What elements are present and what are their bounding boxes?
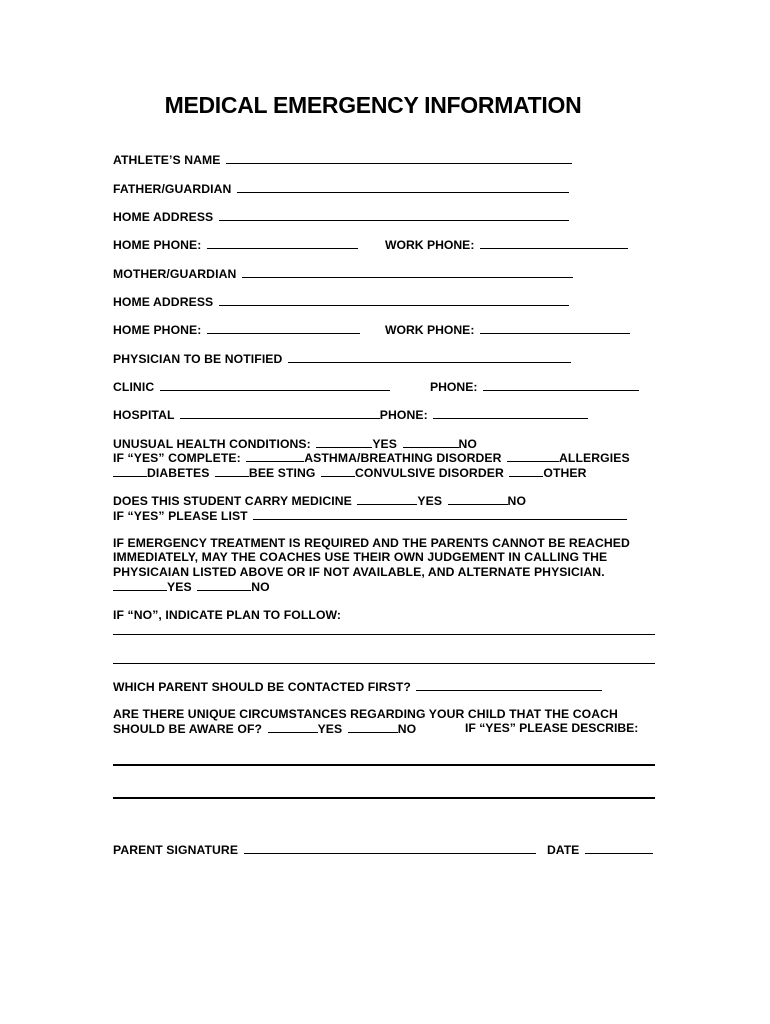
diabetes-label: DIABETES <box>147 466 210 480</box>
health-options-row <box>113 465 587 480</box>
bee-sting-field[interactable] <box>215 465 249 477</box>
health-complete-row <box>113 450 630 465</box>
unique-no-label: NO <box>397 722 417 736</box>
home-phone-label: HOME PHONE: <box>113 323 202 337</box>
parent-signature-label: PARENT SIGNATURE <box>113 843 239 857</box>
parent-signature-field[interactable] <box>244 842 536 854</box>
hospital-label: HOSPITAL <box>113 408 175 422</box>
unique-line-2-row <box>113 721 416 736</box>
clinic-phone-label: PHONE: <box>430 380 478 394</box>
hospital-row <box>113 407 590 422</box>
other-field[interactable] <box>509 465 543 477</box>
home-address-field-2[interactable] <box>219 294 569 306</box>
emergency-line-2: IMMEDIATELY, MAY THE COACHES USE THEIR OWN JUDGEMENT IN CALLING THE <box>113 550 608 564</box>
date-label: DATE <box>547 843 580 857</box>
phone-row-1 <box>113 237 360 252</box>
father-guardian-label: FATHER/GUARDIAN <box>113 182 232 196</box>
mother-guardian-label: MOTHER/GUARDIAN <box>113 267 237 281</box>
father-guardian-field[interactable] <box>237 181 569 193</box>
work-phone-label: WORK PHONE: <box>385 238 475 252</box>
health-yes-field[interactable] <box>316 436 372 448</box>
medicine-list-label: IF “YES” PLEASE LIST <box>113 509 248 523</box>
work-phone-field-1[interactable] <box>480 237 628 249</box>
health-no-field[interactable] <box>403 436 459 448</box>
convulsive-field[interactable] <box>321 465 355 477</box>
home-address-row-1 <box>113 209 571 224</box>
home-phone-field-1[interactable] <box>207 237 358 249</box>
mother-guardian-row <box>113 266 575 281</box>
page-title: MEDICAL EMERGENCY INFORMATION <box>164 92 582 118</box>
health-yes-label: YES <box>372 437 398 451</box>
home-address-label: HOME ADDRESS <box>113 210 214 224</box>
father-guardian-row <box>113 181 571 196</box>
asthma-field[interactable] <box>246 450 304 462</box>
emergency-yes-field[interactable] <box>113 579 167 591</box>
emergency-no-label: NO <box>251 580 270 594</box>
unique-describe-label: IF “YES” PLEASE DESCRIBE: <box>465 721 639 735</box>
parent-first-row <box>113 679 604 694</box>
date-field[interactable] <box>585 842 653 854</box>
clinic-phone-row <box>430 379 641 394</box>
home-address-field-1[interactable] <box>219 209 569 221</box>
emergency-yes-label: YES <box>167 580 192 594</box>
medicine-list-field[interactable] <box>253 508 627 520</box>
work-phone-row-1 <box>385 237 630 252</box>
asthma-label: ASTHMA/BREATHING DISORDER <box>304 451 502 465</box>
clinic-label: CLINIC <box>113 380 155 394</box>
emergency-line-1: IF EMERGENCY TREATMENT IS REQUIRED AND THE PARENTS CANNOT BE REACHED <box>113 536 630 550</box>
physician-label: PHYSICIAN TO BE NOTIFIED <box>113 352 283 366</box>
home-address-row-2 <box>113 294 571 309</box>
work-phone-field-2[interactable] <box>480 322 630 334</box>
date-row <box>547 842 655 857</box>
plan-line-1[interactable] <box>113 634 655 635</box>
physician-row <box>113 351 573 366</box>
medicine-no-label: NO <box>507 494 527 508</box>
plan-line-2[interactable] <box>113 663 655 664</box>
medicine-row <box>113 493 526 508</box>
work-phone-label: WORK PHONE: <box>385 323 475 337</box>
athlete-name-row <box>113 152 574 167</box>
health-no-label: NO <box>458 437 477 451</box>
medicine-no-field[interactable] <box>448 493 508 505</box>
other-label: OTHER <box>543 466 587 480</box>
medicine-label: DOES THIS STUDENT CARRY MEDICINE <box>113 494 352 508</box>
describe-line-1[interactable] <box>113 764 655 766</box>
diabetes-field[interactable] <box>113 465 147 477</box>
allergies-label: ALLERGIES <box>559 451 630 465</box>
unique-yes-label: YES <box>317 722 343 736</box>
health-conditions-label: UNUSUAL HEALTH CONDITIONS: <box>113 437 311 451</box>
hospital-phone-field[interactable] <box>433 407 588 419</box>
emergency-answer-row <box>113 579 270 594</box>
medicine-list-row <box>113 508 629 523</box>
unique-line-2-label: SHOULD BE AWARE OF? <box>113 722 263 736</box>
home-phone-label: HOME PHONE: <box>113 238 202 252</box>
health-complete-label: IF “YES” COMPLETE: <box>113 451 241 465</box>
home-address-label: HOME ADDRESS <box>113 295 214 309</box>
home-phone-field-2[interactable] <box>207 322 360 334</box>
bee-sting-label: BEE STING <box>248 466 316 480</box>
allergies-field[interactable] <box>507 450 559 462</box>
plan-label: IF “NO”, INDICATE PLAN TO FOLLOW: <box>113 608 342 622</box>
unique-no-field[interactable] <box>348 721 398 733</box>
clinic-row <box>113 379 392 394</box>
parent-first-label: WHICH PARENT SHOULD BE CONTACTED FIRST? <box>113 680 411 694</box>
hospital-field[interactable] <box>180 407 380 419</box>
medicine-yes-field[interactable] <box>357 493 417 505</box>
mother-guardian-field[interactable] <box>242 266 573 278</box>
parent-first-field[interactable] <box>416 679 602 691</box>
describe-line-2[interactable] <box>113 797 655 799</box>
medicine-yes-label: YES <box>417 494 443 508</box>
emergency-line-3: PHYSICAIAN LISTED ABOVE OR IF NOT AVAILABLE, AND ALTERNATE PHYSICIAN. <box>113 565 605 579</box>
signature-row <box>113 842 538 857</box>
work-phone-row-2 <box>385 322 632 337</box>
phone-row-2 <box>113 322 362 337</box>
clinic-phone-field[interactable] <box>483 379 639 391</box>
athlete-name-label: ATHLETE’S NAME <box>113 153 221 167</box>
hospital-phone-label: PHONE: <box>379 408 428 422</box>
emergency-no-field[interactable] <box>197 579 251 591</box>
clinic-field[interactable] <box>160 379 390 391</box>
unique-yes-field[interactable] <box>268 721 318 733</box>
physician-field[interactable] <box>288 351 571 363</box>
unique-line-1: ARE THERE UNIQUE CIRCUMSTANCES REGARDING YOUR CHILD THAT THE COACH <box>113 707 618 721</box>
convulsive-label: CONVULSIVE DISORDER <box>355 466 504 480</box>
athlete-name-field[interactable] <box>226 152 572 164</box>
